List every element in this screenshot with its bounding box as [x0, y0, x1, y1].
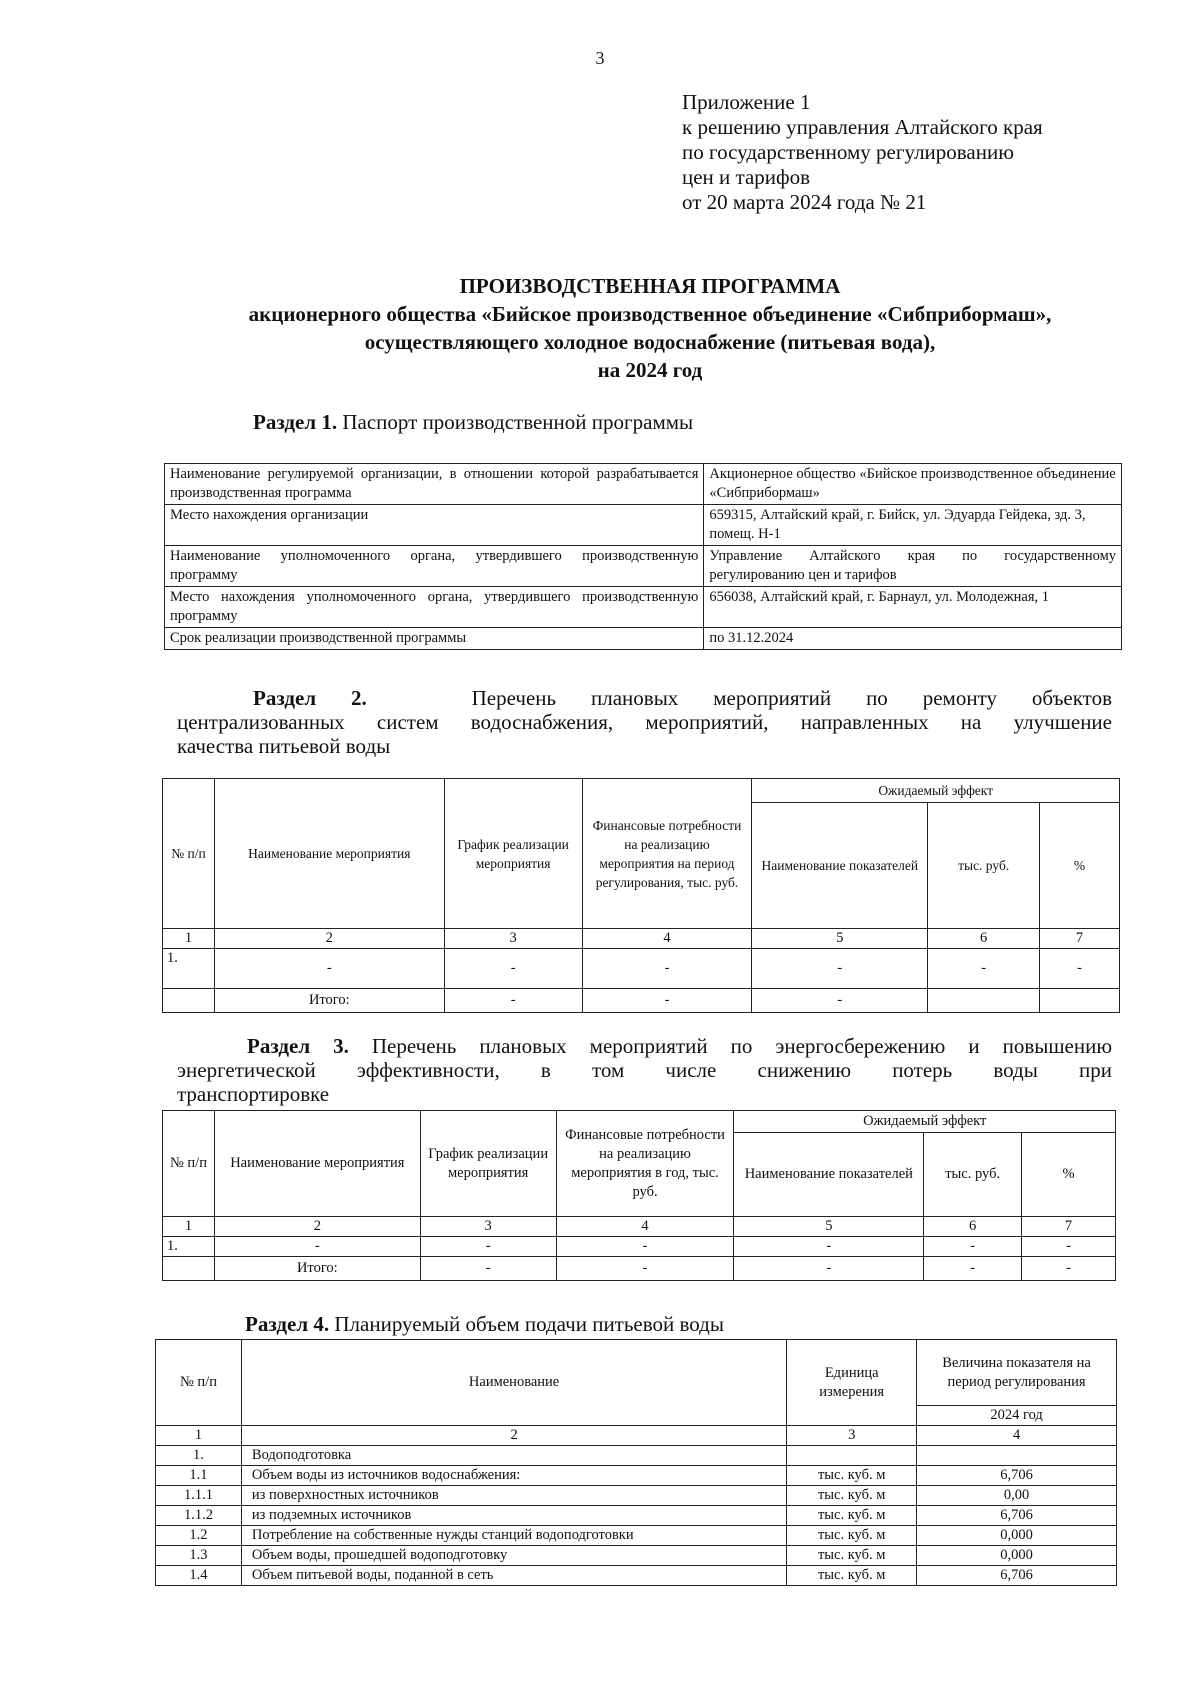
- table-cell: [928, 989, 1040, 1013]
- table-cell: -: [556, 1257, 734, 1281]
- section1-label: Раздел 1.: [253, 410, 338, 434]
- title-line: акционерного общества «Бийское производственное объединение «Сибприбормаш»,: [248, 302, 1052, 326]
- table-row: [163, 989, 1120, 1013]
- table-cell: 6: [928, 929, 1040, 949]
- table-row: [165, 505, 1122, 546]
- table-cell: -: [924, 1237, 1022, 1257]
- table-cell: 4: [556, 1217, 734, 1237]
- header-cell: Финансовые потребности на реализацию мероприятия в год, тыс. руб.: [556, 1111, 734, 1217]
- header-cell: Величина показателя на период регулирования: [917, 1340, 1117, 1406]
- table-cell: -: [420, 1257, 556, 1281]
- table-cell: 1: [156, 1426, 242, 1446]
- table-cell: -: [444, 949, 582, 989]
- repair-measures-table: [162, 778, 1120, 1013]
- appendix-line: цен и тарифов: [682, 165, 811, 189]
- table-cell: тыс. куб. м: [787, 1546, 917, 1566]
- header-cell: № п/п: [163, 779, 215, 929]
- total-label: Итого:: [214, 989, 444, 1013]
- table-cell: 2: [214, 1217, 420, 1237]
- table-cell: -: [752, 989, 928, 1013]
- table-cell: -: [924, 1257, 1022, 1281]
- section1-heading: [253, 410, 693, 434]
- table-cell: 4: [917, 1426, 1117, 1446]
- table-cell: -: [1022, 1237, 1116, 1257]
- table-cell: 0,00: [917, 1486, 1117, 1506]
- header-cell: Наименование показателей: [734, 1133, 924, 1217]
- table-cell: 1: [163, 929, 215, 949]
- header-cell: Наименование показателей: [752, 803, 928, 929]
- energy-saving-table: [162, 1110, 1116, 1281]
- table-cell: 1.: [163, 949, 215, 989]
- document-title: [0, 272, 1200, 384]
- table-cell: 659315, Алтайский край, г. Бийск, ул. Эдуарда Гейдека, зд. 3, помещ. Н-1: [704, 505, 1122, 546]
- table-cell: по 31.12.2024: [704, 628, 1122, 650]
- table-cell: 1.1: [156, 1466, 242, 1486]
- table-cell: [1040, 989, 1120, 1013]
- table-cell: 0,000: [917, 1526, 1117, 1546]
- section3-line: энергетической эффективности, в том числе снижению потерь воды при: [177, 1058, 1112, 1082]
- table-row: [163, 779, 1120, 803]
- table-cell: -: [1040, 949, 1120, 989]
- table-row: [156, 1340, 1117, 1406]
- header-cell: %: [1040, 803, 1120, 929]
- section2-label: Раздел 2.: [253, 686, 367, 710]
- table-cell: -: [214, 1237, 420, 1257]
- table-row: [163, 949, 1120, 989]
- table-cell: 1.2: [156, 1526, 242, 1546]
- table-cell: Срок реализации производственной программы: [165, 628, 704, 650]
- appendix-line: Приложение 1: [682, 90, 811, 114]
- page-number: 3: [595, 48, 605, 68]
- header-cell: Наименование мероприятия: [214, 1111, 420, 1217]
- section4-text: Планируемый объем подачи питьевой воды: [329, 1312, 724, 1336]
- table-row: [163, 929, 1120, 949]
- table-cell: 3: [420, 1217, 556, 1237]
- section2-line: централизованных систем водоснабжения, мероприятий, направленных на улучшение: [177, 710, 1112, 734]
- table-cell: Объем воды из источников водоснабжения:: [241, 1466, 786, 1486]
- table-cell: Управление Алтайского края по государственному регулированию цен и тарифов: [704, 546, 1122, 587]
- section2-line: Перечень плановых мероприятий по ремонту объектов: [471, 686, 1112, 710]
- table-row: [163, 1257, 1116, 1281]
- table-cell: -: [444, 989, 582, 1013]
- table-cell: тыс. куб. м: [787, 1466, 917, 1486]
- table-row: [156, 1566, 1117, 1586]
- section1-text: Паспорт производственной программы: [337, 410, 694, 434]
- header-cell: Ожидаемый эффект: [752, 779, 1120, 803]
- table-cell: 1.1.1: [156, 1486, 242, 1506]
- section4-heading: [245, 1312, 724, 1336]
- title-line: на 2024 год: [597, 358, 703, 382]
- table-cell: -: [420, 1237, 556, 1257]
- table-cell: 1.1.2: [156, 1506, 242, 1526]
- table-cell: Водоподготовка: [241, 1446, 786, 1466]
- header-cell: тыс. руб.: [928, 803, 1040, 929]
- section2-heading: [177, 686, 1112, 758]
- table-cell: [787, 1446, 917, 1466]
- table-cell: -: [734, 1237, 924, 1257]
- table-row: [156, 1526, 1117, 1546]
- table-cell: Акционерное общество «Бийское производственное объединение «Сибприбормаш»: [704, 464, 1122, 505]
- table-cell: Место нахождения организации: [165, 505, 704, 546]
- appendix-line: по государственному регулированию: [682, 140, 1014, 164]
- table-cell: 1: [163, 1217, 215, 1237]
- table-row: [156, 1466, 1117, 1486]
- table-cell: 3: [787, 1426, 917, 1446]
- table-cell: тыс. куб. м: [787, 1566, 917, 1586]
- table-row: [165, 587, 1122, 628]
- table-cell: тыс. куб. м: [787, 1486, 917, 1506]
- appendix-block: [682, 90, 1043, 215]
- header-cell: %: [1022, 1133, 1116, 1217]
- section3-line: транспортировке: [177, 1082, 330, 1106]
- title-line: ПРОИЗВОДСТВЕННАЯ ПРОГРАММА: [459, 274, 841, 298]
- table-cell: 4: [582, 929, 752, 949]
- water-volume-table: [155, 1339, 1117, 1586]
- header-cell: График реализации мероприятия: [444, 779, 582, 929]
- header-cell: № п/п: [156, 1340, 242, 1426]
- section2-line: качества питьевой воды: [177, 734, 391, 758]
- appendix-line: к решению управления Алтайского края: [682, 115, 1043, 139]
- table-cell: -: [752, 949, 928, 989]
- table-cell: 6: [924, 1217, 1022, 1237]
- table-row: [163, 1111, 1116, 1133]
- title-line: осуществляющего холодное водоснабжение (питьевая вода),: [364, 330, 936, 354]
- table-cell: 656038, Алтайский край, г. Барнаул, ул. Молодежная, 1: [704, 587, 1122, 628]
- table-row: [165, 546, 1122, 587]
- table-cell: 6,706: [917, 1506, 1117, 1526]
- table-row: [156, 1486, 1117, 1506]
- table-cell: [917, 1446, 1117, 1466]
- table-cell: 1.: [156, 1446, 242, 1466]
- passport-table: [164, 463, 1122, 650]
- header-cell: Единица измерения: [787, 1340, 917, 1426]
- table-cell: 5: [752, 929, 928, 949]
- table-cell: -: [556, 1237, 734, 1257]
- table-cell: тыс. куб. м: [787, 1506, 917, 1526]
- table-cell: из поверхностных источников: [241, 1486, 786, 1506]
- table-row: [156, 1446, 1117, 1466]
- table-row: [156, 1506, 1117, 1526]
- table-cell: Объем воды, прошедшей водоподготовку: [241, 1546, 786, 1566]
- table-cell: 7: [1040, 929, 1120, 949]
- header-cell: Наименование: [241, 1340, 786, 1426]
- table-cell: -: [582, 949, 752, 989]
- table-cell: Наименование регулируемой организации, в отношении которой разрабатывается производственная программа: [165, 464, 704, 505]
- table-row: [156, 1426, 1117, 1446]
- section3-line: Перечень плановых мероприятий по энергосбережению и повышению: [371, 1034, 1113, 1058]
- header-cell: 2024 год: [917, 1406, 1117, 1426]
- table-cell: -: [928, 949, 1040, 989]
- table-cell: 6,706: [917, 1466, 1117, 1486]
- table-cell: 1.4: [156, 1566, 242, 1586]
- appendix-line: от 20 марта 2024 года № 21: [682, 190, 927, 214]
- section4-label: Раздел 4.: [245, 1312, 330, 1336]
- table-cell: из подземных источников: [241, 1506, 786, 1526]
- table-cell: 3: [444, 929, 582, 949]
- table-cell: 1.3: [156, 1546, 242, 1566]
- table-cell: [163, 989, 215, 1013]
- table-cell: 6,706: [917, 1566, 1117, 1586]
- table-cell: -: [1022, 1257, 1116, 1281]
- header-cell: Финансовые потребности на реализацию мероприятия на период регулирования, тыс. руб.: [582, 779, 752, 929]
- table-row: [163, 1237, 1116, 1257]
- table-cell: 7: [1022, 1217, 1116, 1237]
- header-cell: Наименование мероприятия: [214, 779, 444, 929]
- table-cell: 2: [241, 1426, 786, 1446]
- section3-heading: [177, 1034, 1112, 1106]
- table-cell: -: [214, 949, 444, 989]
- table-row: [156, 1546, 1117, 1566]
- table-cell: тыс. куб. м: [787, 1526, 917, 1546]
- table-cell: -: [582, 989, 752, 1013]
- table-row: [165, 628, 1122, 650]
- table-cell: Наименование уполномоченного органа, утвердившего производственную программу: [165, 546, 704, 587]
- table-cell: 1.: [163, 1237, 215, 1257]
- header-cell: № п/п: [163, 1111, 215, 1217]
- header-cell: График реализации мероприятия: [420, 1111, 556, 1217]
- total-label: Итого:: [214, 1257, 420, 1281]
- header-cell: тыс. руб.: [924, 1133, 1022, 1217]
- table-row: [163, 1217, 1116, 1237]
- table-cell: 0,000: [917, 1546, 1117, 1566]
- table-row: [165, 464, 1122, 505]
- table-cell: [163, 1257, 215, 1281]
- section3-label: Раздел 3.: [247, 1034, 349, 1058]
- table-cell: Объем питьевой воды, поданной в сеть: [241, 1566, 786, 1586]
- header-cell: Ожидаемый эффект: [734, 1111, 1116, 1133]
- table-cell: Потребление на собственные нужды станций водоподготовки: [241, 1526, 786, 1546]
- table-cell: 2: [214, 929, 444, 949]
- table-cell: Место нахождения уполномоченного органа, утвердившего производственную программу: [165, 587, 704, 628]
- table-cell: -: [734, 1257, 924, 1281]
- table-cell: 5: [734, 1217, 924, 1237]
